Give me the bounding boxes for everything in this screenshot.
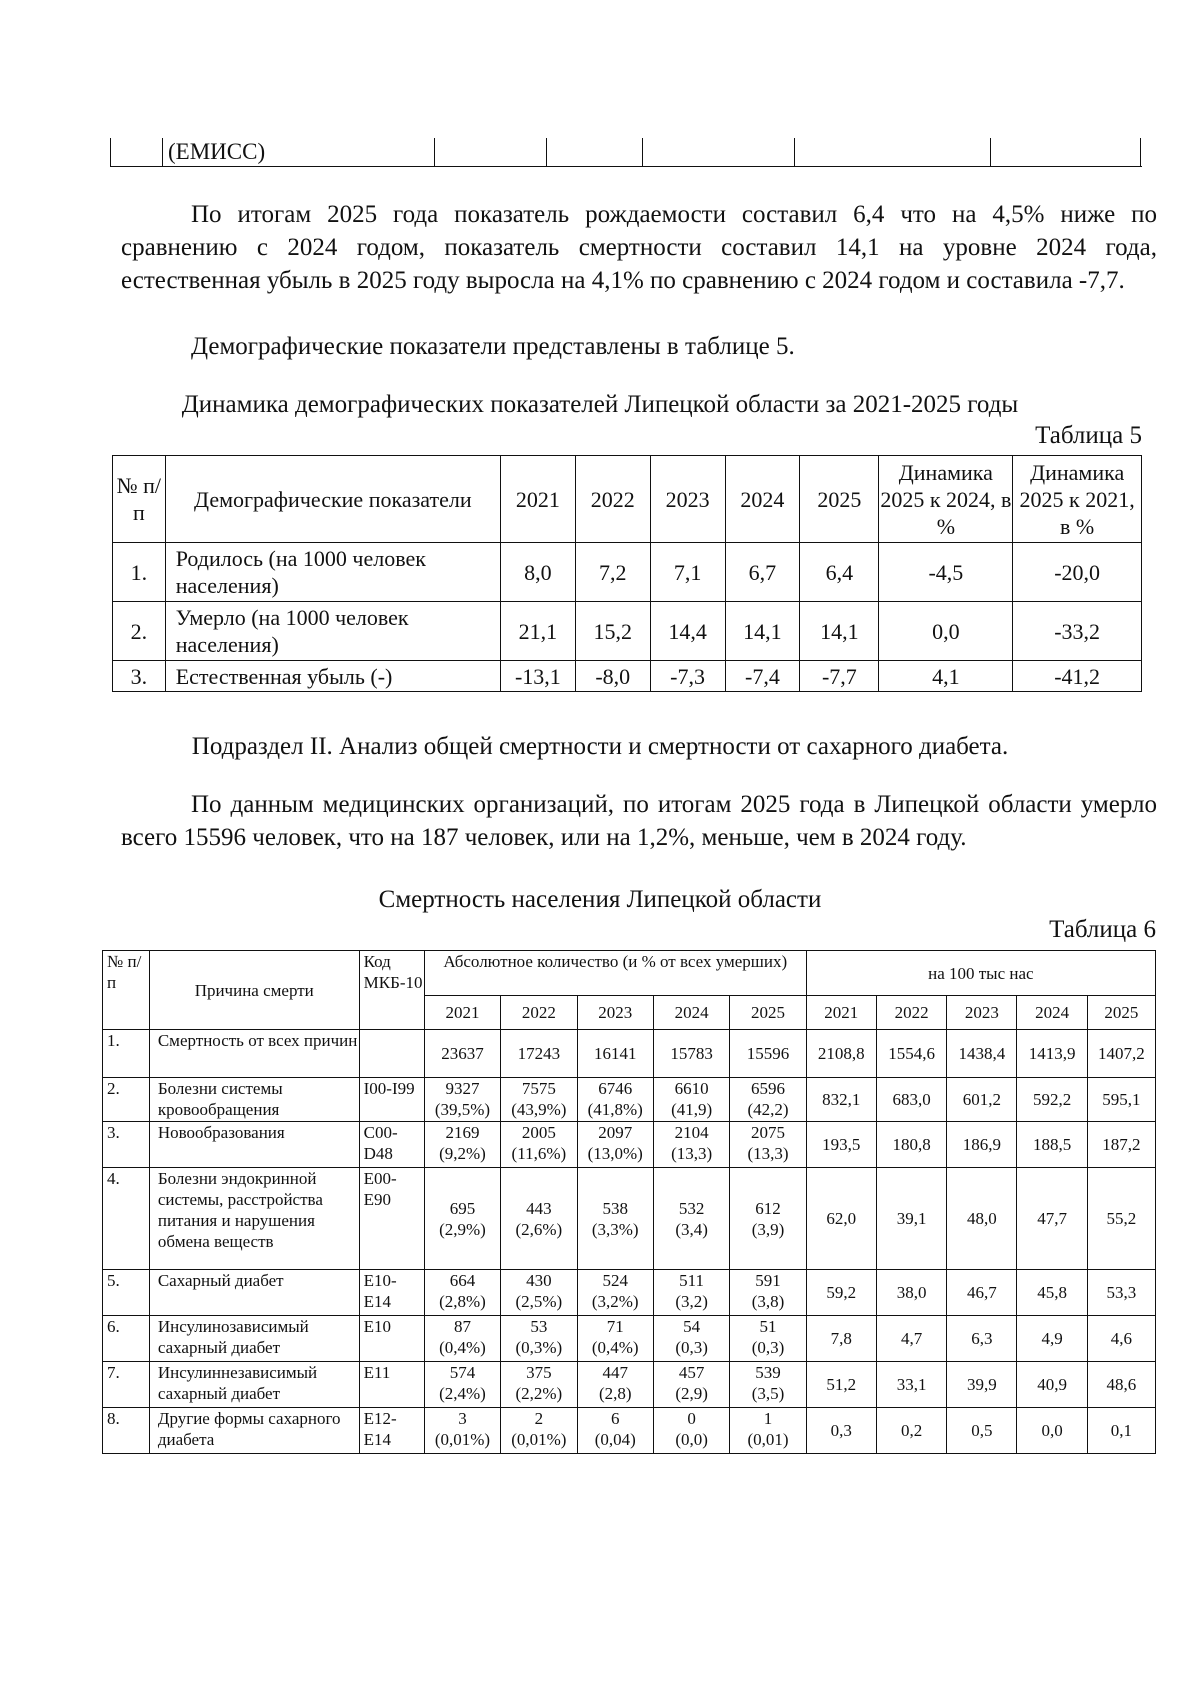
count-value: 443 [526,1198,552,1218]
rate-cell: 45,8 [1017,1270,1087,1316]
cell: -13,1 [500,661,575,692]
absolute-count-cell [577,1168,653,1270]
header-year: 2022 [575,456,650,543]
absolute-count-cell [577,1316,653,1362]
table-row [103,1030,1156,1078]
table6-caption: Смертность населения Липецкой области [378,886,822,913]
header-year: 2022 [501,996,577,1030]
count-value: 695 [449,1198,476,1218]
absolute-count-cell [653,1122,729,1168]
count-value: 457 [678,1363,705,1382]
rate-cell: 6,3 [947,1316,1017,1362]
cell: 6,7 [725,543,800,602]
count-value: 2169 [445,1123,480,1142]
cell: -8,0 [575,661,650,692]
rate-cell: 7,8 [806,1316,876,1362]
count-value: 17243 [517,1044,561,1063]
row-label: Естественная убыль (-) [165,661,500,692]
table-header-row [113,456,1142,543]
percent-value: (3,2) [675,1292,708,1311]
rate-cell: 683,0 [876,1078,946,1122]
row-cause: Болезни эндокринной системы, расстройства питания и нарушения обмена веществ [149,1168,359,1270]
percent-value: (13,3) [747,1144,789,1163]
header-year: 2022 [876,996,946,1030]
percent-value: (0,0) [675,1430,708,1449]
row-num: 7. [103,1362,150,1408]
table-border [162,138,163,166]
table-border [110,138,111,166]
rate-cell: 188,5 [1017,1122,1087,1168]
rate-cell: 592,2 [1017,1078,1087,1122]
rate-cell: 0,2 [876,1408,946,1454]
row-cause: Новообразования [149,1122,359,1168]
rate-cell: 0,5 [947,1408,1017,1454]
table5-label: Таблица 5 [1035,422,1142,449]
count-value: 1 [763,1409,773,1428]
percent-value: (2,8) [598,1384,632,1403]
absolute-count-cell [501,1270,577,1316]
paragraph-text: По данным медицинских организаций, по итогам 2025 года в Липецкой области умерло всего 15596 человек, что на 187 человек, или на 1,2%, меньше, чем в 2024 году. [121,791,1157,851]
percent-value: (0,01%) [434,1430,491,1449]
rate-cell: 59,2 [806,1270,876,1316]
header-year: 2025 [730,996,806,1030]
count-value: 16141 [593,1044,637,1063]
cell: 21,1 [500,602,575,661]
percent-value: (2,9) [675,1384,708,1403]
rate-cell: 53,3 [1087,1270,1155,1316]
table-row [103,1316,1156,1362]
percent-value: (0,04) [594,1430,636,1449]
cell: 6,4 [800,543,879,602]
cell: -7,7 [800,661,879,692]
count-value: 574 [449,1363,476,1382]
absolute-count-cell [730,1408,806,1454]
count-value: 15783 [670,1044,713,1063]
rate-cell: 1407,2 [1087,1030,1155,1078]
absolute-count-cell [424,1030,500,1078]
count-value: 538 [602,1198,628,1218]
absolute-count-cell [653,1362,729,1408]
row-label: Родилось (на 1000 человек населения) [165,543,500,602]
count-value: 6 [610,1409,620,1428]
absolute-count-cell [730,1030,806,1078]
rate-cell: 4,7 [876,1316,946,1362]
count-value: 71 [606,1317,624,1336]
absolute-count-cell [577,1122,653,1168]
count-value: 612 [755,1198,781,1218]
header-dynamics-2024: Динамика 2025 к 2024, в % [879,456,1013,543]
percent-value: (3,9) [751,1219,785,1239]
percent-value: (41,9) [671,1100,713,1119]
percent-value: (3,3%) [591,1219,639,1239]
count-value: 2104 [674,1123,709,1142]
rate-cell: 1438,4 [947,1030,1017,1078]
mortality-table-body [103,1030,1156,1454]
row-icd-code: E10 [359,1316,424,1362]
row-icd-code: I00-I99 [359,1078,424,1122]
table-row [103,1168,1156,1270]
percent-value: (13,0%) [587,1144,643,1163]
table-row [103,1270,1156,1316]
previous-table-fragment [110,138,1142,167]
percent-value: (42,2) [747,1100,789,1119]
header-year: 2021 [500,456,575,543]
absolute-count-cell [501,1316,577,1362]
row-num: 2. [103,1078,150,1122]
count-value: 23637 [441,1044,484,1063]
count-value: 6610 [674,1079,709,1098]
row-cause: Болезни системы кровообращения [149,1078,359,1122]
header-year: 2024 [725,456,800,543]
percent-value: (2,6%) [515,1219,563,1239]
absolute-count-cell [501,1168,577,1270]
row-cause: Смертность от всех причин [149,1030,359,1078]
header-year: 2025 [1087,996,1155,1030]
rate-cell: 33,1 [876,1362,946,1408]
count-value: 511 [679,1271,705,1290]
cell: -7,3 [650,661,725,692]
count-value: 430 [526,1271,552,1290]
count-value: 664 [449,1271,476,1290]
count-value: 2097 [598,1123,633,1142]
absolute-count-cell [501,1078,577,1122]
rate-cell: 38,0 [876,1270,946,1316]
absolute-count-cell [577,1078,653,1122]
subsection-title: Подраздел II. Анализ общей смертности и смертности от сахарного диабета. [191,733,1009,760]
table-border [546,138,547,166]
percent-value: (43,9%) [511,1100,567,1119]
header-year: 2021 [806,996,876,1030]
cell: -33,2 [1013,602,1142,661]
count-value: 15596 [746,1044,790,1063]
cell: 14,1 [725,602,800,661]
row-icd-code [359,1030,424,1078]
absolute-count-cell [730,1362,806,1408]
table-header-row [103,951,1156,996]
rate-cell: 62,0 [806,1168,876,1270]
rate-cell: 39,9 [947,1362,1017,1408]
table-border [794,138,795,166]
percent-value: (2,4%) [439,1384,486,1403]
rate-cell: 193,5 [806,1122,876,1168]
row-num: 1. [103,1030,150,1078]
cell: 0,0 [879,602,1013,661]
rate-cell: 2108,8 [806,1030,876,1078]
rate-cell: 4,6 [1087,1316,1155,1362]
rate-cell: 180,8 [876,1122,946,1168]
absolute-count-cell [424,1078,500,1122]
absolute-count-cell [424,1270,500,1316]
row-cause: Другие формы сахарного диабета [149,1408,359,1454]
rate-cell: 601,2 [947,1078,1017,1122]
percent-value: (0,01) [747,1430,789,1449]
fragment-cell-text: (ЕМИСС) [168,139,266,164]
absolute-count-cell [424,1168,500,1270]
row-label: Умерло (на 1000 человек населения) [165,602,500,661]
cell: -20,0 [1013,543,1142,602]
count-value: 375 [526,1363,552,1382]
count-value: 524 [602,1271,628,1290]
header-year: 2024 [653,996,729,1030]
paragraph-text: По итогам 2025 года показатель рождаемости составил 6,4 что на 4,5% ниже по сравнению с 2024 годом, показатель смертности составил 14,1 на уровне 2024 года, естественная убыль в 2025 году выросла на 4,1% по сравнению с 2024 годом и составила -7,7. [121,201,1157,294]
absolute-count-cell [653,1408,729,1454]
absolute-count-cell [730,1316,806,1362]
cell: 7,1 [650,543,725,602]
table-row [113,661,1142,692]
percent-value: (0,3%) [515,1338,563,1357]
rate-cell: 832,1 [806,1078,876,1122]
rate-cell: 40,9 [1017,1362,1087,1408]
count-value: 54 [683,1317,701,1336]
rate-cell: 1413,9 [1017,1030,1087,1078]
row-icd-code: E11 [359,1362,424,1408]
count-value: 532 [678,1198,705,1218]
percent-value: (2,5%) [515,1292,563,1311]
absolute-count-cell [501,1030,577,1078]
paragraph-birth-death [121,198,1157,297]
table-border [1140,138,1141,166]
header-cause: Причина смерти [149,951,359,1030]
count-value: 53 [530,1317,548,1336]
count-value: 2075 [750,1123,785,1142]
rate-cell: 48,0 [947,1168,1017,1270]
count-value: 3 [458,1409,467,1428]
count-value: 591 [755,1271,781,1290]
count-value: 9327 [445,1079,480,1098]
header-dynamics-2021: Динамика 2025 к 2021, в % [1013,456,1142,543]
header-rate-group: на 100 тыс нас [806,951,1155,996]
rate-cell: 48,6 [1087,1362,1155,1408]
header-icd-code: Код МКБ-10 [359,951,424,1030]
rate-cell: 595,1 [1087,1078,1155,1122]
table-row [103,1408,1156,1454]
header-year: 2023 [650,456,725,543]
row-num: 4. [103,1168,150,1270]
percent-value: (13,3) [671,1144,713,1163]
table-row [113,602,1142,661]
count-value: 7575 [521,1079,556,1098]
row-icd-code: E12-E14 [359,1408,424,1454]
rate-cell: 0,0 [1017,1408,1087,1454]
percent-value: (11,6%) [511,1144,567,1163]
absolute-count-cell [424,1408,500,1454]
count-value: 539 [755,1363,781,1382]
percent-value: (0,3) [675,1338,708,1357]
rate-cell: 46,7 [947,1270,1017,1316]
percent-value: (2,9%) [439,1219,486,1239]
percent-value: (3,8) [751,1292,785,1311]
row-num: 1. [113,543,166,602]
header-year: 2024 [1017,996,1087,1030]
count-value: 2005 [521,1123,556,1142]
absolute-count-cell [424,1316,500,1362]
absolute-count-cell [577,1030,653,1078]
rate-cell: 186,9 [947,1122,1017,1168]
absolute-count-cell [730,1168,806,1270]
cell: 14,1 [800,602,879,661]
row-num: 6. [103,1316,150,1362]
absolute-count-cell [653,1078,729,1122]
count-value: 0 [687,1409,696,1428]
count-value: 447 [602,1363,628,1382]
rate-cell: 1554,6 [876,1030,946,1078]
absolute-count-cell [653,1168,729,1270]
header-year: 2021 [424,996,500,1030]
absolute-count-cell [653,1270,729,1316]
percent-value: (2,8%) [439,1292,486,1311]
cell: 14,4 [650,602,725,661]
count-value: 87 [453,1317,471,1336]
cell: 15,2 [575,602,650,661]
table-row [103,1078,1156,1122]
rate-cell: 39,1 [876,1168,946,1270]
table-border [990,138,991,166]
table-border [642,138,643,166]
absolute-count-cell [577,1362,653,1408]
cell: 7,2 [575,543,650,602]
percent-value: (2,2%) [515,1384,563,1403]
row-icd-code: C00-D48 [359,1122,424,1168]
header-absolute-group: Абсолютное количество (и % от всех умерших) [424,951,806,996]
absolute-count-cell [424,1122,500,1168]
absolute-count-cell [577,1270,653,1316]
percent-value: (3,5) [751,1384,785,1403]
row-cause: Инсулиннезависимый сахарный диабет [149,1362,359,1408]
row-num: 3. [103,1122,150,1168]
percent-value: (3,2%) [591,1292,639,1311]
absolute-count-cell [653,1030,729,1078]
header-year: 2023 [577,996,653,1030]
rate-cell: 4,9 [1017,1316,1087,1362]
table5-caption: Динамика демографических показателей Липецкой области за 2021-2025 годы [181,391,1019,418]
percent-value: (0,4%) [439,1338,486,1357]
absolute-count-cell [653,1316,729,1362]
absolute-count-cell [501,1408,577,1454]
table-border [434,138,435,166]
count-value: 2 [534,1409,544,1428]
absolute-count-cell [730,1270,806,1316]
absolute-count-cell [501,1122,577,1168]
percent-value: (39,5%) [434,1100,491,1119]
paragraph-mortality [121,788,1157,854]
header-num: № п/п [103,951,150,1030]
header-indicator: Демографические показатели [165,456,500,543]
percent-value: (9,2%) [439,1144,486,1163]
mortality-table [102,950,1156,1454]
row-num: 8. [103,1408,150,1454]
percent-value: (0,3) [751,1338,785,1357]
row-num: 2. [113,602,166,661]
rate-cell: 0,1 [1087,1408,1155,1454]
row-num: 3. [113,661,166,692]
row-cause: Сахарный диабет [149,1270,359,1316]
percent-value: (3,4) [675,1219,708,1239]
header-year: 2023 [947,996,1017,1030]
cell: -7,4 [725,661,800,692]
count-value: 6596 [750,1079,785,1098]
cell: 8,0 [500,543,575,602]
absolute-count-cell [424,1362,500,1408]
absolute-count-cell [730,1122,806,1168]
absolute-count-cell [501,1362,577,1408]
row-icd-code: E10-E14 [359,1270,424,1316]
table-row [103,1362,1156,1408]
header-num: № п/п [113,456,166,543]
count-value: 6746 [598,1079,633,1098]
table-row [113,543,1142,602]
percent-value: (0,4%) [591,1338,639,1357]
rate-cell: 47,7 [1017,1168,1087,1270]
count-value: 51 [759,1317,777,1336]
percent-value: (0,01%) [511,1430,567,1449]
table-row [103,1122,1156,1168]
row-icd-code: E00-E90 [359,1168,424,1270]
header-year: 2025 [800,456,879,543]
row-num: 5. [103,1270,150,1316]
percent-value: (41,8%) [587,1100,643,1119]
row-cause: Инсулинозависимый сахарный диабет [149,1316,359,1362]
absolute-count-cell [730,1078,806,1122]
rate-cell: 55,2 [1087,1168,1155,1270]
rate-cell: 0,3 [806,1408,876,1454]
table6-label: Таблица 6 [1049,916,1156,943]
absolute-count-cell [577,1408,653,1454]
rate-cell: 187,2 [1087,1122,1155,1168]
paragraph-text: Демографические показатели представлены в таблице 5. [191,333,795,360]
paragraph-table5-ref [121,330,1157,363]
cell: 4,1 [879,661,1013,692]
rate-cell: 51,2 [806,1362,876,1408]
cell: -41,2 [1013,661,1142,692]
demographic-table [112,455,1142,692]
cell: -4,5 [879,543,1013,602]
